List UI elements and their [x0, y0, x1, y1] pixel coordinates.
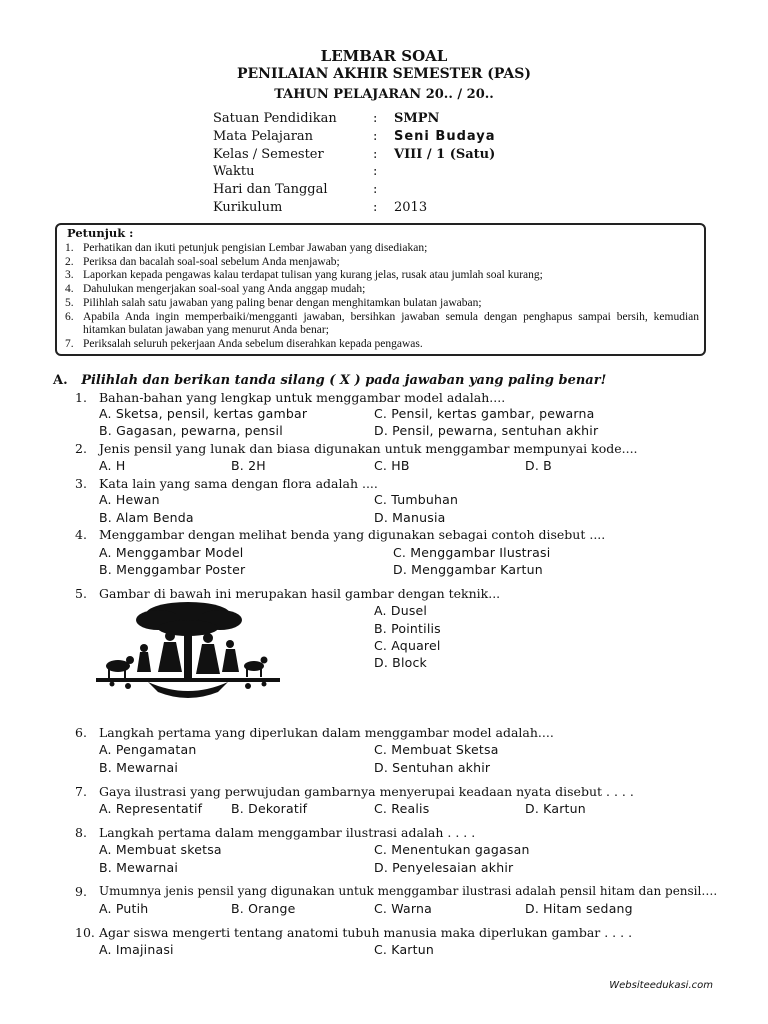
option: B. Mewarnai: [99, 760, 179, 775]
question-text: Kata lain yang sama dengan flora adalah ....: [99, 476, 378, 491]
instruction-item: 6. Apabila Anda ingin memperbaiki/mengganti jawaban, bersihkan jawaban semula dengan penghapus sampai bersih, kemudian hitamkan bulatan jawaban yang menurut Anda benar;: [65, 310, 699, 337]
question-number: 8.: [75, 825, 87, 840]
info-colon: :: [373, 182, 378, 197]
instruction-item: 5. Pilihlah salah satu jawaban yang paling benar dengan menghitamkan bulatan jawaban;: [65, 296, 482, 309]
footer-watermark: Websiteedukasi.com: [609, 980, 713, 991]
option: C. Tumbuhan: [374, 492, 459, 507]
info-label: Mata Pelajaran: [213, 129, 314, 144]
info-value: SMPN: [394, 111, 440, 126]
option: C. HB: [374, 458, 410, 473]
option: D. Penyelesaian akhir: [374, 860, 514, 875]
section-letter: A.: [53, 373, 68, 388]
option: C. Aquarel: [374, 638, 441, 653]
option: A. Hewan: [99, 492, 160, 507]
option: C. Menggambar Ilustrasi: [393, 545, 551, 560]
instruction-item: 4. Dahulukan mengerjakan soal-soal yang Anda anggap mudah;: [65, 283, 366, 296]
info-label: Waktu: [213, 164, 255, 179]
silhouette-illustration: [88, 600, 288, 706]
option: D. Block: [374, 655, 427, 670]
option: B. Alam Benda: [99, 510, 194, 525]
option: B. Pointilis: [374, 621, 441, 636]
option: B. Gagasan, pewarna, pensil: [99, 423, 283, 438]
instructions-box: [55, 223, 706, 356]
sheet-title: LEMBAR SOAL: [320, 47, 448, 65]
info-label: Satuan Pendidikan: [213, 111, 337, 126]
instruction-item: 1. Perhatikan dan ikuti petunjuk pengisian Lembar Jawaban yang disediakan;: [65, 242, 428, 254]
option: D. Sentuhan akhir: [374, 760, 491, 775]
option: B. 2H: [231, 458, 266, 473]
option: A. Pengamatan: [99, 742, 197, 757]
question-number: 4.: [75, 527, 87, 542]
info-label: Hari dan Tanggal: [213, 182, 328, 197]
info-value: Seni Budaya: [394, 129, 496, 144]
info-label: Kelas / Semester: [213, 147, 324, 162]
option: B. Mewarnai: [99, 860, 179, 875]
info-label: Kurikulum: [213, 200, 283, 215]
question-text: Umumnya jenis pensil yang digunakan untuk menggambar ilustrasi adalah pensil hitam dan pensil….: [99, 884, 718, 898]
info-value: VIII / 1 (Satu): [394, 147, 496, 162]
option: D. Pensil, pewarna, sentuhan akhir: [374, 423, 599, 438]
option: D. Manusia: [374, 510, 446, 525]
info-colon: :: [373, 111, 378, 126]
question-number: 6.: [75, 725, 87, 740]
option: D. Menggambar Kartun: [393, 562, 543, 577]
option: C. Warna: [374, 901, 432, 916]
option: A. Representatif: [99, 801, 203, 816]
instructions-title: Petunjuk :: [67, 226, 134, 240]
question-text: Menggambar dengan melihat benda yang digunakan sebagai contoh disebut ....: [99, 527, 606, 542]
info-value: 2013: [394, 200, 428, 215]
option: A. Imajinasi: [99, 942, 174, 957]
question-text: Gambar di bawah ini merupakan hasil gambar dengan teknik...: [99, 586, 501, 601]
option: A. Membuat sketsa: [99, 842, 222, 857]
question-number: 7.: [75, 784, 87, 799]
question-text: Bahan-bahan yang lengkap untuk menggambar model adalah....: [99, 390, 506, 405]
option: C. Pensil, kertas gambar, pewarna: [374, 406, 595, 421]
question-text: Langkah pertama dalam menggambar ilustrasi adalah . . . .: [99, 825, 476, 840]
info-colon: :: [373, 200, 378, 215]
section-title: Pilihlah dan berikan tanda silang ( X ) pada jawaban yang paling benar!: [81, 373, 607, 388]
option: A. Putih: [99, 901, 149, 916]
instruction-item: 3. Laporkan kepada pengawas kalau terdapat tulisan yang kurang jelas, rusak atau jumlah soal kurang;: [65, 269, 543, 282]
instruction-item: 7. Periksalah seluruh pekerjaan Anda sebelum diserahkan kepada pengawas.: [65, 337, 423, 350]
instructions-list: [65, 242, 699, 352]
option: C. Kartun: [374, 942, 434, 957]
question-number: 3.: [75, 476, 87, 491]
option: D. B: [525, 458, 552, 473]
option: D. Kartun: [525, 801, 586, 816]
question-number: 5.: [75, 586, 87, 601]
section-heading: [53, 373, 606, 388]
option: D. Hitam sedang: [525, 901, 633, 916]
option: A. Dusel: [374, 603, 428, 618]
option: B. Dekoratif: [231, 801, 308, 816]
exam-title: PENILAIAN AKHIR SEMESTER (PAS): [236, 66, 532, 82]
option: A. Menggambar Model: [99, 545, 244, 560]
option: B. Menggambar Poster: [99, 562, 246, 577]
question-text: Gaya ilustrasi yang perwujudan gambarnya menyerupai keadaan nyata disebut . . . .: [99, 784, 634, 799]
option: B. Orange: [231, 901, 296, 916]
question-number: 1.: [75, 390, 87, 405]
option: C. Realis: [374, 801, 430, 816]
question-text: Jenis pensil yang lunak dan biasa digunakan untuk menggambar mempunyai kode....: [99, 441, 638, 456]
question-number: 9.: [75, 884, 87, 899]
question-text: Agar siswa mengerti tentang anatomi tubuh manusia maka diperlukan gambar . . . .: [99, 925, 633, 940]
academic-year: TAHUN PELAJARAN 20.. / 20..: [274, 87, 494, 102]
option: C. Menentukan gagasan: [374, 842, 530, 857]
question-number: 2.: [75, 441, 87, 456]
info-colon: :: [373, 129, 378, 144]
info-colon: :: [373, 147, 378, 162]
question-number: 10.: [75, 925, 95, 940]
info-colon: :: [373, 164, 378, 179]
option: A. H: [99, 458, 126, 473]
option: C. Membuat Sketsa: [374, 742, 499, 757]
question-text: Langkah pertama yang diperlukan dalam menggambar model adalah....: [99, 725, 554, 740]
instruction-item: 2. Periksa dan bacalah soal-soal sebelum Anda menjawab;: [65, 255, 340, 268]
option: A. Sketsa, pensil, kertas gambar: [99, 406, 308, 421]
